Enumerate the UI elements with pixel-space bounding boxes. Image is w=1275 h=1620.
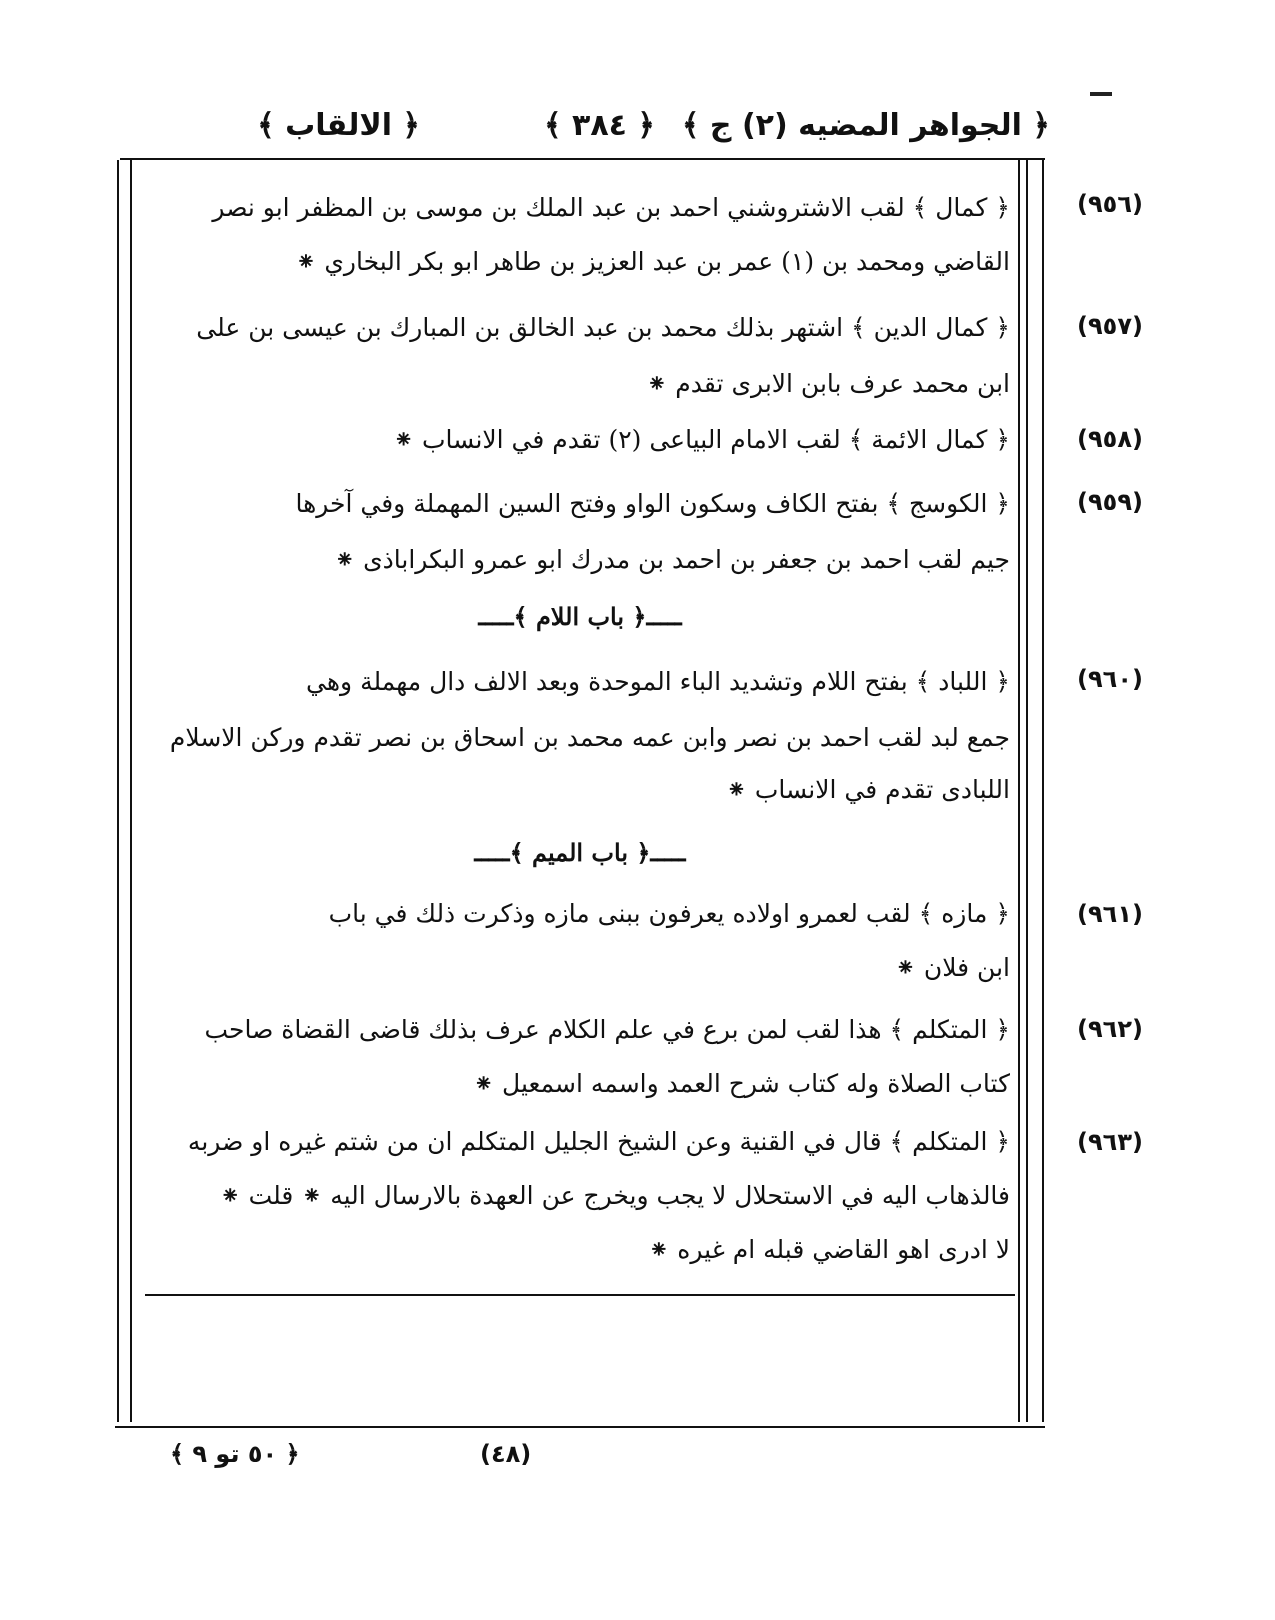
frame-top-rule: [120, 158, 1045, 160]
entry-number: (٩٦٢): [1077, 1015, 1143, 1043]
chapter-heading: ـــــ﴿ باب الميم ﴾ـــــ: [474, 838, 686, 867]
header-page-number: ﴿ ٣٨٤ ﴾: [544, 108, 655, 143]
entry-line: ابن فلان ⁕: [894, 953, 1010, 982]
frame-left-rule-outer: [117, 160, 119, 1422]
entry-line: ﴿ اللباد ﴾ بفتح اللام وتشديد الباء الموحدة وبعد الالف دال مهملة وهي: [306, 667, 1010, 696]
entry-number: (٩٦١): [1077, 900, 1143, 928]
entry-number: (٩٦٠): [1077, 665, 1143, 693]
entry-line: لا ادرى اهو القاضي قبله ام غيره ⁕: [648, 1235, 1010, 1264]
entry-number: (٩٥٦): [1077, 190, 1143, 218]
footer-signature: ﴿ ٥٠ تو ٩ ﴾: [170, 1440, 300, 1468]
entry-line: فالذهاب اليه في الاستحلال لا يجب ويخرج عن العهدة بالارسال اليه ⁕ قلت ⁕: [219, 1181, 1010, 1210]
entry-line: ﴿ الكوسج ﴾ بفتح الكاف وسكون الواو وفتح السين المهملة وفي آخرها: [295, 489, 1010, 518]
frame-right-rule-outer: [1042, 160, 1044, 1422]
entry-line: ﴿ كمال الائمة ﴾ لقب الامام البياعى (٢) تقدم في الانساب ⁕: [393, 425, 1010, 454]
entry-line: ابن محمد عرف بابن الابرى تقدم ⁕: [646, 369, 1010, 398]
entry-line: ﴿ كمال ﴾ لقب الاشتروشني احمد بن عبد الملك بن موسى بن المظفر ابو نصر: [212, 193, 1010, 222]
entry-line: ﴿ المتكلم ﴾ قال في القنية وعن الشيخ الجليل المتكلم ان من شتم غيره او ضربه: [187, 1127, 1010, 1156]
header-section-title: ﴿ الالقاب ﴾: [257, 108, 420, 143]
page-footer: [170, 1440, 570, 1480]
entry-line: ﴿ مازه ﴾ لقب لعمرو اولاده يعرفون ببنى مازه وذكرت ذلك في باب: [328, 899, 1010, 928]
running-header: [200, 100, 1050, 160]
entry-line: القاضي ومحمد بن (١) عمر بن عبد العزيز بن طاهر ابو بكر البخاري ⁕: [295, 247, 1010, 276]
frame-right-rule-inner: [1018, 160, 1020, 1422]
footer-page-number: (٤٨): [480, 1440, 532, 1468]
entry-number: (٩٥٧): [1077, 312, 1143, 340]
chapter-heading: ـــــ﴿ باب اللام ﴾ـــــ: [478, 602, 682, 631]
header-book-title: ﴿ الجواهر المضيه (٢) ج ﴾: [681, 108, 1050, 143]
entry-line: ﴿ المتكلم ﴾ هذا لقب لمن برع في علم الكلام عرف بذلك قاضى القضاة صاحب: [204, 1015, 1010, 1044]
footnote-separator-rule: [145, 1294, 1015, 1296]
entry-line: جيم لقب احمد بن جعفر بن احمد بن مدرك ابو عمرو البكراباذى ⁕: [334, 545, 1010, 574]
frame-right-rule-mid: [1026, 160, 1028, 1422]
footnotes: [140, 1310, 1020, 1410]
entry-line: اللبادى تقدم في الانساب ⁕: [725, 775, 1010, 804]
entry-line: كتاب الصلاة وله كتاب شرح العمد واسمه اسمعيل ⁕: [473, 1069, 1010, 1098]
entry-number: (٩٥٩): [1077, 488, 1143, 516]
frame-bottom-rule: [115, 1426, 1045, 1428]
entry-line: ﴿ كمال الدين ﴾ اشتهر بذلك محمد بن عبد الخالق بن المبارك بن عيسى بن على: [196, 313, 1010, 342]
corner-mark: [1090, 92, 1112, 96]
entry-number: (٩٦٣): [1077, 1128, 1143, 1156]
entry-number: (٩٥٨): [1077, 425, 1143, 453]
entry-line: جمع لبد لقب احمد بن نصر وابن عمه محمد بن اسحاق بن نصر تقدم وركن الاسلام: [169, 723, 1010, 752]
